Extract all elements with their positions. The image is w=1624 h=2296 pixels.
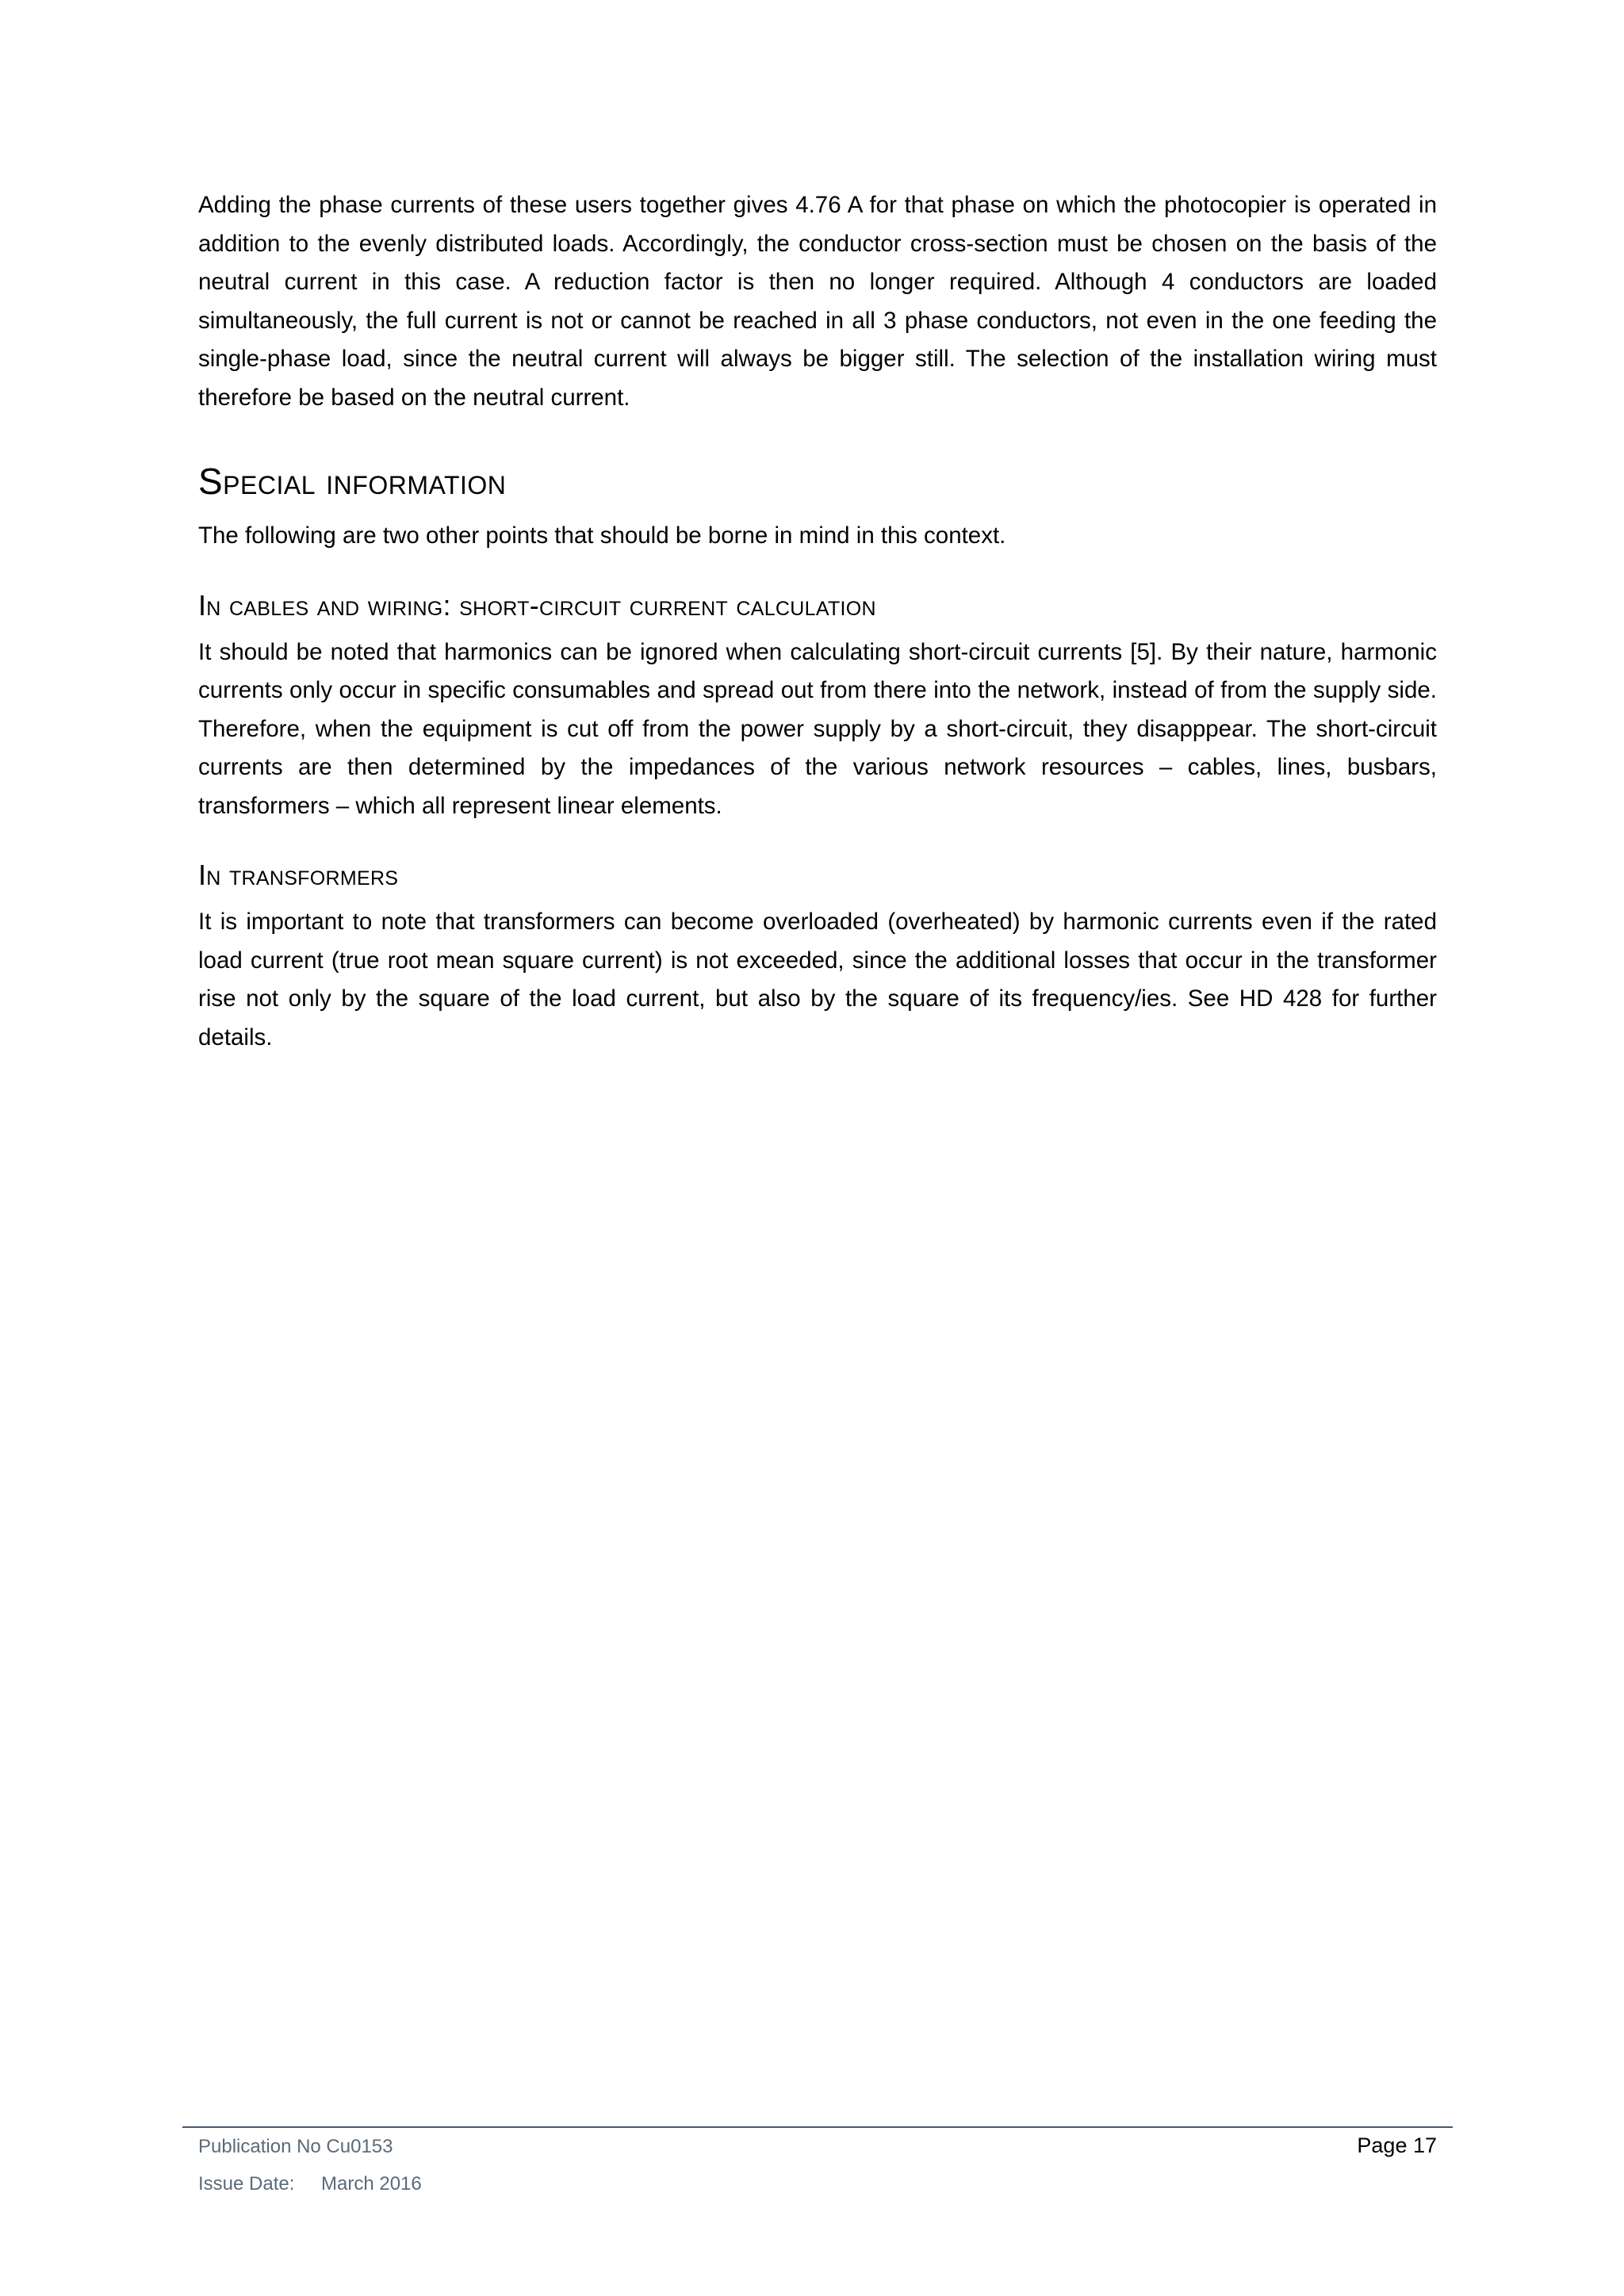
cables-wiring-heading: In cables and wiring: short-circuit current calculation [198,588,876,622]
transformers-heading: In transformers [198,859,399,891]
footer-issue-date [198,2172,422,2196]
transformers-paragraph: It is important to note that transformers can become overloaded (overheated) by harmonic currents even if the rated load current (true root mean square current) is not exceeded, since the additional losses that occur in the transformer rise not only by the square of the load current, but also by the square of its frequency/ies. See HD 428 for further details. [198,909,1437,1050]
footer-publication-number: Publication No Cu0153 [198,2136,393,2157]
footer-issue-label: Issue Date: [198,2173,295,2195]
footer-divider [182,2126,1453,2128]
cables-wiring-paragraph: It should be noted that harmonics can be ignored when calculating short-circuit currents [5]. By their nature, harmonic currents only occur in specific consumables and spread out from there into the network, instead of from the supply side. Therefore, when the equipment is cut off from the power supply by a short-circuit, they disapppear. The short-circuit currents are then determined by the impedances of the various network resources – cables, lines, busbars, transformers – which all represent linear elements. [198,638,1437,819]
special-information-paragraph: The following are two other points that should be borne in mind in this context. [198,522,1006,549]
intro-paragraph: Adding the phase currents of these users together gives 4.76 A for that phase on which the photocopier is operated in addition to the evenly distributed loads. Accordingly, the conductor cross-section must be chosen on the basis of the neutral current in this case. A reduction factor is then no longer required. Although 4 conductors are loaded simultaneously, the full current is not or cannot be reached in all 3 phase conductors, not even in the one feeding the single-phase load, since the neutral current will always be bigger still. The selection of the installation wiring must therefore be based on the neutral current. [198,192,1437,411]
page-content [198,186,1437,1057]
special-information-heading: Special information [198,461,507,502]
footer-page-number: Page 17 [1357,2133,1437,2157]
footer-issue-value: March 2016 [321,2173,422,2195]
